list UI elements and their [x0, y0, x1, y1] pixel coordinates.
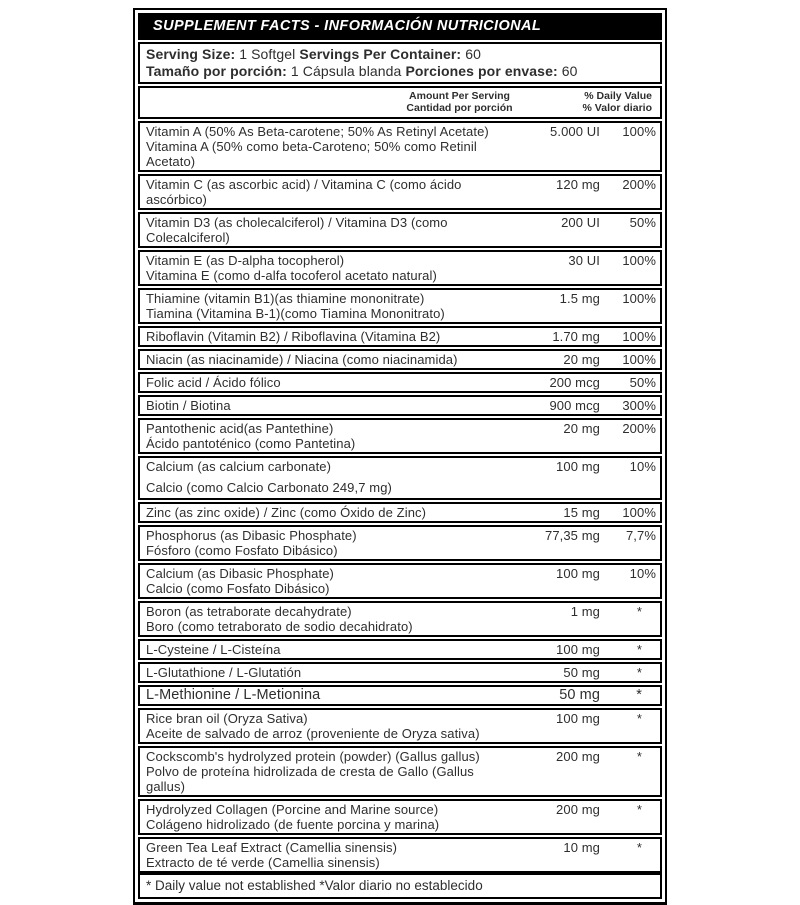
nutrient-name-en: Folic acid / Ácido fólico	[146, 375, 281, 390]
nutrient-rows	[138, 121, 662, 873]
nutrient-amount: 200 mg	[556, 802, 600, 817]
nutrient-name-en: Vitamin C (as ascorbic acid) / Vitamina C (como ácido ascórbico)	[146, 177, 462, 207]
nutrient-name-es: Aceite de salvado de arroz (proveniente de Oryza sativa)	[146, 726, 480, 741]
nutrient-amount: 100 mg	[556, 711, 600, 726]
nutrient-name	[146, 665, 514, 680]
nutrient-name	[146, 688, 514, 703]
nutrient-row	[138, 601, 662, 637]
nutrient-row	[138, 662, 662, 683]
nutrient-daily-value: *	[636, 749, 642, 764]
nutrient-name-es: Fósforo (como Fosfato Dibásico)	[146, 543, 338, 558]
servings-per-container-value: 60	[465, 46, 481, 62]
nutrient-name	[146, 124, 514, 169]
nutrient-amount: 50 mg	[563, 665, 600, 680]
nutrient-name-en: Phosphorus (as Dibasic Phosphate)	[146, 528, 357, 543]
nutrient-name-es: Boro (como tetraborato de sodio decahidrato)	[146, 619, 413, 634]
nutrient-daily-value: *	[636, 642, 642, 657]
nutrient-name-en: Zinc (as zinc oxide) / Zinc (como Óxido de Zinc)	[146, 505, 427, 520]
nutrient-amount: 77,35 mg	[544, 528, 600, 543]
nutrient-name-es: Ácido pantoténico (como Pantetina)	[146, 436, 356, 451]
serving-info	[138, 42, 662, 84]
nutrient-amount: 10 mg	[563, 840, 600, 855]
nutrient-row	[138, 708, 662, 744]
nutrient-daily-value: *	[636, 711, 642, 726]
nutrient-daily-value: *	[636, 604, 642, 619]
nutrient-name	[146, 375, 514, 390]
nutrient-row	[138, 837, 662, 873]
nutrient-amount: 1.5 mg	[559, 291, 600, 306]
nutrient-name-es: Calcio (como Fosfato Dibásico)	[146, 581, 330, 596]
footnote-text: * Daily value not established *Valor diario no establecido	[146, 878, 483, 893]
nutrient-name	[146, 749, 514, 794]
serving-size-label: Serving Size:	[146, 46, 236, 62]
servings-per-container-value-es: 60	[561, 62, 578, 79]
amount-column-header	[372, 90, 547, 114]
nutrient-name-en: Cockscomb's hydrolyzed protein (powder) (Gallus gallus)	[146, 749, 480, 764]
title-bar	[138, 13, 662, 40]
nutrient-name-es: Colágeno hidrolizado (de fuente porcina y marina)	[146, 817, 440, 832]
nutrient-row	[138, 563, 662, 599]
nutrient-name-en: Rice bran oil (Oryza Sativa)	[146, 711, 308, 726]
nutrient-name	[146, 566, 514, 596]
nutrient-daily-value: *	[636, 802, 642, 817]
nutrient-daily-value: 100%	[622, 505, 656, 520]
nutrient-name	[146, 215, 514, 245]
nutrient-amount: 1.70 mg	[552, 329, 600, 344]
nutrient-row	[138, 639, 662, 660]
nutrient-daily-value: 300%	[622, 398, 656, 413]
nutrient-name-en: Green Tea Leaf Extract (Camellia sinensis)	[146, 840, 398, 855]
nutrient-name-en: L-Glutathione / L-Glutatión	[146, 665, 302, 680]
nutrient-amount: 200 UI	[561, 215, 600, 230]
nutrient-name-en: L-Cysteine / L-Cisteína	[146, 642, 281, 657]
daily-value-header-en: % Daily Value	[584, 90, 652, 102]
serving-size-label-es: Tamaño por porción:	[146, 62, 287, 79]
serving-line-es	[146, 63, 655, 80]
nutrient-name-en: Biotin / Biotina	[146, 398, 231, 413]
nutrient-name-es: Calcio (como Calcio Carbonato 249,7 mg)	[146, 480, 392, 495]
nutrient-name-en: Calcium (as Dibasic Phosphate)	[146, 566, 334, 581]
supplement-facts-label	[133, 8, 667, 905]
nutrient-row	[138, 349, 662, 370]
nutrient-name	[146, 398, 514, 413]
nutrient-name-en: Riboflavin (Vitamin B2) / Riboflavina (Vitamina B2)	[146, 329, 441, 344]
nutrient-name	[146, 329, 514, 344]
nutrient-name-es: Extracto de té verde (Camellia sinensis)	[146, 855, 380, 870]
daily-value-header-es: % Valor diario	[582, 102, 652, 114]
nutrient-row	[138, 326, 662, 347]
nutrient-amount: 15 mg	[563, 505, 600, 520]
serving-size-value-es: 1 Cápsula blanda	[290, 62, 402, 79]
nutrient-row	[138, 395, 662, 416]
servings-per-container-label-es: Porciones por envase:	[405, 62, 558, 79]
nutrient-amount: 50 mg	[559, 687, 600, 703]
nutrient-amount: 100 mg	[556, 459, 600, 474]
nutrient-row	[138, 288, 662, 324]
nutrient-amount: 20 mg	[563, 352, 600, 367]
nutrient-name	[146, 528, 514, 558]
nutrient-name	[146, 291, 514, 321]
nutrient-name-es: Vitamina E (como d-alfa tocoferol acetato natural)	[146, 268, 437, 283]
page-title: SUPPLEMENT FACTS - INFORMACIÓN NUTRICIONAL	[153, 18, 542, 34]
nutrient-daily-value: 200%	[622, 421, 656, 436]
nutrient-name-en: Vitamin D3 (as cholecalciferol) / Vitamina D3 (como Colecalciferol)	[146, 215, 448, 245]
nutrient-amount: 200 mcg	[549, 375, 600, 390]
nutrient-row	[138, 456, 662, 500]
nutrient-row	[138, 212, 662, 248]
nutrient-amount: 5.000 UI	[550, 124, 600, 139]
nutrient-row	[138, 121, 662, 172]
nutrient-name	[146, 352, 514, 367]
nutrient-name-es: Tiamina (Vitamina B-1)(como Tiamina Mononitrato)	[146, 306, 445, 321]
nutrient-name-es: Vitamina A (50% como beta-Caroteno; 50% como Retinil Acetato)	[146, 139, 477, 169]
nutrient-name-en: Vitamin A (50% As Beta-carotene; 50% As Retinyl Acetate)	[146, 124, 489, 139]
nutrient-name	[146, 459, 514, 495]
servings-per-container-label: Servings Per Container:	[299, 46, 462, 62]
nutrient-name-en: Thiamine (vitamin B1)(as thiamine mononitrate)	[146, 291, 425, 306]
nutrient-daily-value: 100%	[622, 253, 656, 268]
nutrient-name-en: Hydrolyzed Collagen (Porcine and Marine source)	[146, 802, 439, 817]
footnote-row	[138, 873, 662, 899]
nutrient-amount: 900 mcg	[549, 398, 600, 413]
nutrient-daily-value: *	[636, 840, 642, 855]
nutrient-row	[138, 250, 662, 286]
nutrient-row	[138, 685, 662, 706]
nutrient-amount: 100 mg	[556, 642, 600, 657]
nutrient-amount: 20 mg	[563, 421, 600, 436]
nutrient-name	[146, 505, 514, 520]
nutrient-daily-value: 10%	[629, 459, 656, 474]
amount-header-en: Amount Per Serving	[409, 90, 510, 102]
serving-size-value: 1 Softgel	[239, 46, 296, 62]
amount-header-es: Cantidad por porción	[406, 102, 513, 114]
nutrient-amount: 120 mg	[556, 177, 600, 192]
nutrient-name-en: Vitamin E (as D-alpha tocopherol)	[146, 253, 345, 268]
nutrient-name	[146, 642, 514, 657]
nutrient-name-es: Polvo de proteína hidrolizada de cresta de Gallo (Gallus gallus)	[146, 764, 474, 794]
nutrient-amount: 30 UI	[568, 253, 600, 268]
daily-value-column-header	[547, 90, 656, 114]
nutrient-name	[146, 840, 514, 870]
nutrient-daily-value: 50%	[629, 375, 656, 390]
nutrient-name	[146, 421, 514, 451]
nutrient-amount: 1 mg	[570, 604, 600, 619]
nutrient-daily-value: 100%	[622, 291, 656, 306]
nutrient-row	[138, 746, 662, 797]
nutrient-name	[146, 253, 514, 283]
nutrient-name	[146, 604, 514, 634]
column-headers	[138, 86, 662, 119]
nutrient-name	[146, 711, 514, 741]
nutrient-row	[138, 418, 662, 454]
nutrient-name-en: Pantothenic acid(as Pantethine)	[146, 421, 334, 436]
serving-line-en	[146, 46, 655, 63]
nutrient-daily-value: *	[636, 687, 642, 703]
nutrient-daily-value: 100%	[622, 329, 656, 344]
nutrient-amount: 100 mg	[556, 566, 600, 581]
nutrient-daily-value: 7,7%	[625, 528, 656, 543]
nutrient-daily-value: 50%	[629, 215, 656, 230]
nutrient-name-en: Niacin (as niacinamide) / Niacina (como niacinamida)	[146, 352, 458, 367]
nutrient-name	[146, 802, 514, 832]
nutrient-daily-value: 10%	[629, 566, 656, 581]
nutrient-daily-value: 100%	[622, 352, 656, 367]
nutrient-row	[138, 799, 662, 835]
nutrient-row	[138, 174, 662, 210]
nutrient-daily-value: 100%	[622, 124, 656, 139]
nutrient-name-en: Calcium (as calcium carbonate)	[146, 459, 332, 474]
nutrient-row	[138, 502, 662, 523]
nutrient-name-en: Boron (as tetraborate decahydrate)	[146, 604, 352, 619]
nutrient-row	[138, 372, 662, 393]
nutrient-name-en: L-Methionine / L-Metionina	[146, 687, 321, 703]
nutrient-amount: 200 mg	[556, 749, 600, 764]
nutrient-row	[138, 525, 662, 561]
nutrient-daily-value: *	[636, 665, 642, 680]
nutrient-name	[146, 177, 514, 207]
nutrient-daily-value: 200%	[622, 177, 656, 192]
